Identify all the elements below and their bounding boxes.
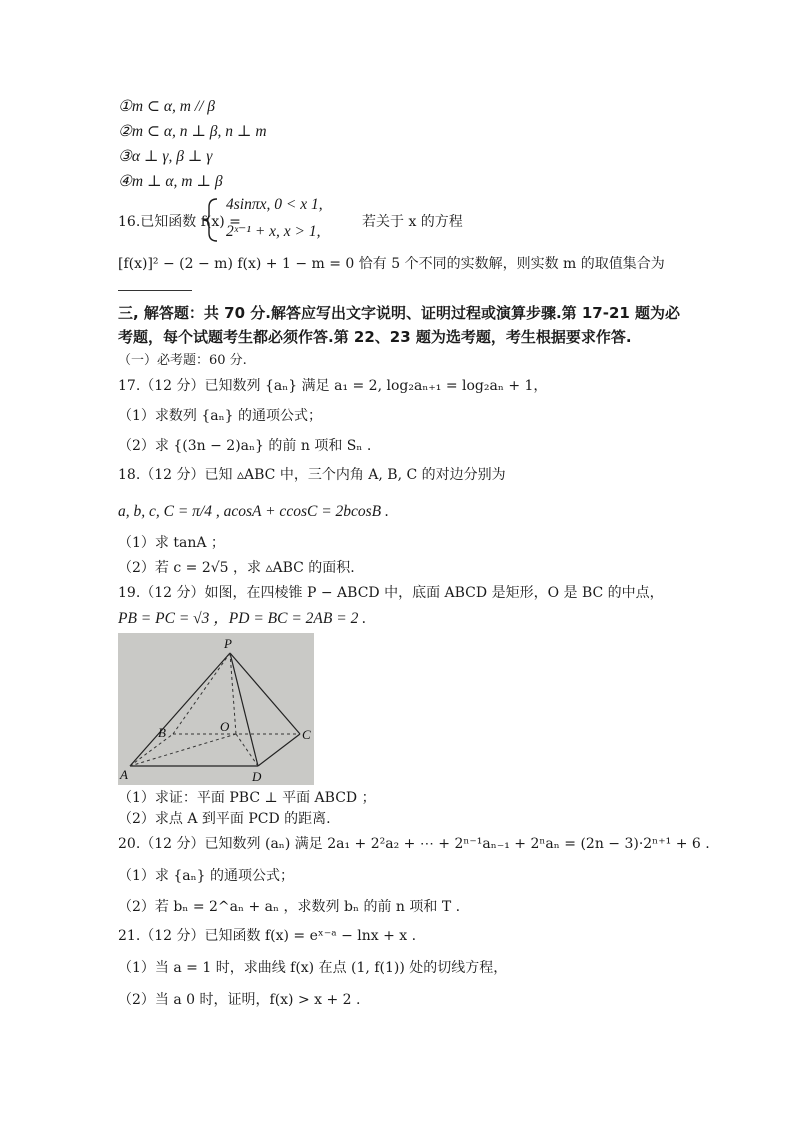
q17-stem: 17.（12 分）已知数列 {aₙ} 满足 a₁ = 2, log₂aₙ₊₁ = log₂aₙ + 1，: [118, 378, 548, 394]
q21-part-2: （2）当 a 0 时，证明，f(x) > x + 2 .: [118, 992, 361, 1008]
q18-part-2: （2）若 c = 2√5 ，求 ▵ABC 的面积.: [118, 560, 355, 576]
q21-stem: 21.（12 分）已知函数 f(x) = eˣ⁻ᵃ − lnx + x .: [118, 928, 417, 944]
condition-3: ③α ⊥ γ, β ⊥ γ: [118, 148, 213, 165]
section-title-line-1: 三, 解答题：共 70 分.解答应写出文字说明、证明过程或演算步骤.第 17-21 题为必: [118, 304, 681, 322]
q21-part-1: （1）当 a = 1 时，求曲线 f(x) 在点 (1, f(1)) 处的切线方程，: [118, 960, 508, 976]
label-a: A: [120, 767, 128, 782]
q19-condition: PB = PC = √3 ，PD = BC = 2AB = 2 .: [118, 610, 367, 627]
label-b: B: [158, 725, 166, 740]
q19-part-1: （1）求证：平面 PBC ⊥ 平面 ABCD ；: [118, 790, 376, 806]
condition-4: ④m ⊥ α, m ⊥ β: [118, 173, 223, 190]
condition-2: ②m ⊂ α, n ⊥ β, n ⊥ m: [118, 123, 267, 140]
label-o: O: [220, 719, 230, 734]
q20-part-2: （2）若 bₙ = 2^aₙ + aₙ ，求数列 bₙ 的前 n 项和 T .: [118, 899, 461, 915]
q17-part-2: （2）求 {(3n − 2)aₙ} 的前 n 项和 Sₙ .: [118, 438, 372, 454]
q20-part-1: （1）求 {aₙ} 的通项公式；: [118, 868, 295, 884]
q18-part-1: （1）求 tanA ；: [118, 535, 225, 551]
q16-prefix: 16.已知函数 f(x) =: [118, 214, 241, 230]
label-c: C: [302, 727, 311, 742]
answer-blank: [118, 290, 192, 291]
q18-stem: 18.（12 分）已知 ▵ABC 中，三个内角 A, B, C 的对边分别为: [118, 467, 506, 483]
q18-condition: a, b, c, C = π/4 , acosA + ccosC = 2bcosB .: [118, 503, 389, 520]
q20-stem: 20.（12 分）已知数列 (aₙ) 满足 2a₁ + 2²a₂ + ⋯ + 2ⁿ⁻¹aₙ₋₁ + 2ⁿaₙ = (2n − 3)·2ⁿ⁺¹ + 6 .: [118, 836, 710, 852]
section-title-line-2: 考题，每个试题考生都必须作答.第 22、23 题为选考题，考生根据要求作答.: [118, 328, 632, 346]
q17-part-1: （1）求数列 {aₙ} 的通项公式；: [118, 408, 323, 424]
label-p: P: [224, 636, 232, 651]
condition-1: ①m ⊂ α, m // β: [118, 98, 215, 115]
q16-suffix: 若关于 x 的方程: [362, 214, 463, 230]
subsection-required: （一）必考题：60 分.: [118, 353, 247, 368]
pyramid-figure: [118, 633, 314, 785]
q16-case-1: 4sinπx, 0 < x 1,: [226, 196, 323, 213]
q16-equation: [f(x)]² − (2 − m) f(x) + 1 − m = 0 恰有 5 个不同的实数解，则实数 m 的取值集合为: [118, 256, 665, 272]
q19-stem: 19.（12 分）如图，在四棱锥 P − ABCD 中，底面 ABCD 是矩形，O 是 BC 的中点，: [118, 585, 664, 601]
piecewise-brace-icon: [195, 197, 225, 243]
q16-case-2: 2ˣ⁻¹ + x, x > 1,: [226, 223, 321, 240]
q19-part-2: （2）求点 A 到平面 PCD 的距离.: [118, 811, 331, 827]
label-d: D: [252, 769, 262, 784]
